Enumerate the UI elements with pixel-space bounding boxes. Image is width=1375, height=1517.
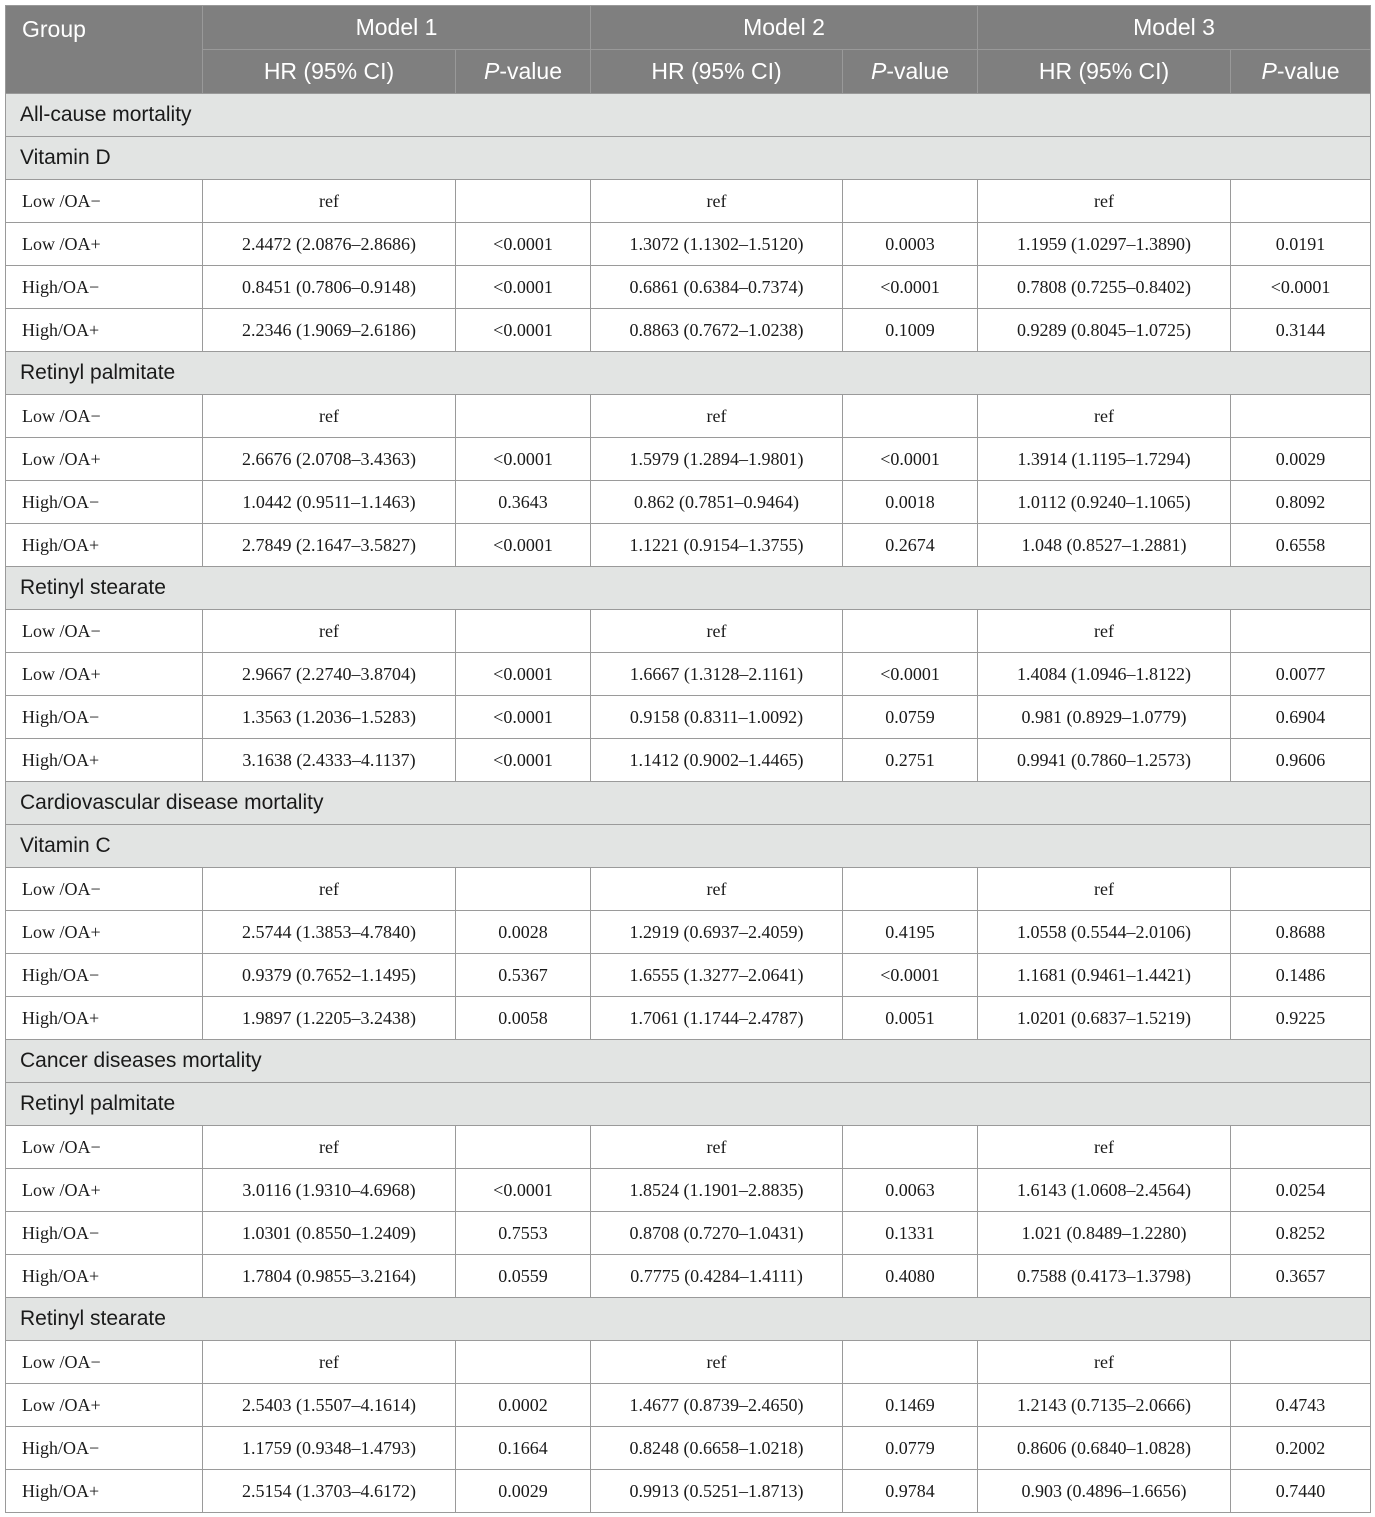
p-value-cell: <0.0001: [843, 954, 978, 997]
section-label: Retinyl stearate: [6, 1298, 1371, 1341]
table-row: [6, 524, 1371, 567]
group-cell: High/OA+: [6, 739, 203, 782]
p-value-header: P-value: [456, 50, 591, 94]
table-row: [6, 1169, 1371, 1212]
hr-cell: 1.3563 (1.2036–1.5283): [203, 696, 456, 739]
hr-cell: 1.3914 (1.1195–1.7294): [978, 438, 1231, 481]
hr-cell: 2.6676 (2.0708–3.4363): [203, 438, 456, 481]
p-value-cell: 0.0029: [456, 1470, 591, 1513]
hr-cell: 2.4472 (2.0876–2.8686): [203, 223, 456, 266]
section-row: [6, 825, 1371, 868]
p-value-cell: 0.1331: [843, 1212, 978, 1255]
table-row: [6, 180, 1371, 223]
model-1-header: Model 1: [203, 6, 591, 50]
hr-cell: ref: [591, 180, 843, 223]
p-value-cell: 0.9784: [843, 1470, 978, 1513]
group-cell: High/OA+: [6, 997, 203, 1040]
group-cell: High/OA−: [6, 954, 203, 997]
p-value-cell: 0.1009: [843, 309, 978, 352]
p-value-cell: 0.0028: [456, 911, 591, 954]
p-value-cell: [1231, 1126, 1371, 1169]
hr-cell: 0.9158 (0.8311–1.0092): [591, 696, 843, 739]
hr-cell: 0.9379 (0.7652–1.1495): [203, 954, 456, 997]
p-value-cell: <0.0001: [456, 653, 591, 696]
p-value-cell: [456, 610, 591, 653]
group-cell: High/OA−: [6, 696, 203, 739]
hr-cell: ref: [203, 1341, 456, 1384]
p-value-cell: <0.0001: [456, 223, 591, 266]
p-value-cell: [843, 868, 978, 911]
hr-cell: 0.862 (0.7851–0.9464): [591, 481, 843, 524]
table-row: [6, 1126, 1371, 1169]
hr-cell: 0.8606 (0.6840–1.0828): [978, 1427, 1231, 1470]
hr-cell: 2.5154 (1.3703–4.6172): [203, 1470, 456, 1513]
hr-cell: 1.1759 (0.9348–1.4793): [203, 1427, 456, 1470]
hr-cell: 0.9913 (0.5251–1.8713): [591, 1470, 843, 1513]
hr-cell: 1.1681 (0.9461–1.4421): [978, 954, 1231, 997]
hr-cell: 3.1638 (2.4333–4.1137): [203, 739, 456, 782]
section-row: [6, 567, 1371, 610]
hr-cell: 0.8451 (0.7806–0.9148): [203, 266, 456, 309]
p-value-cell: [456, 1126, 591, 1169]
hr-cell: 2.7849 (2.1647–3.5827): [203, 524, 456, 567]
p-value-cell: [843, 1126, 978, 1169]
table-row: [6, 481, 1371, 524]
table-row: [6, 868, 1371, 911]
hr-cell: ref: [591, 610, 843, 653]
p-value-cell: 0.1664: [456, 1427, 591, 1470]
section-label: Vitamin D: [6, 137, 1371, 180]
hazard-ratio-table: [5, 5, 1371, 1513]
hr-cell: 1.021 (0.8489–1.2280): [978, 1212, 1231, 1255]
table-row: [6, 1255, 1371, 1298]
p-value-cell: [843, 610, 978, 653]
hr-cell: 1.1412 (0.9002–1.4465): [591, 739, 843, 782]
group-cell: High/OA+: [6, 524, 203, 567]
table-row: [6, 309, 1371, 352]
hr-cell: ref: [978, 868, 1231, 911]
p-value-cell: 0.3144: [1231, 309, 1371, 352]
table-row: [6, 610, 1371, 653]
group-cell: Low /OA−: [6, 610, 203, 653]
group-cell: Low /OA+: [6, 223, 203, 266]
section-row: [6, 1298, 1371, 1341]
hr-cell: 2.2346 (1.9069–2.6186): [203, 309, 456, 352]
hr-cell: 0.7808 (0.7255–0.8402): [978, 266, 1231, 309]
hr-cell: ref: [203, 395, 456, 438]
hr-cell: 2.5403 (1.5507–4.1614): [203, 1384, 456, 1427]
group-cell: Low /OA+: [6, 1384, 203, 1427]
hr-cell: 1.048 (0.8527–1.2881): [978, 524, 1231, 567]
p-value-cell: <0.0001: [456, 524, 591, 567]
p-value-cell: <0.0001: [456, 1169, 591, 1212]
p-value-cell: [1231, 868, 1371, 911]
p-value-cell: 0.9225: [1231, 997, 1371, 1040]
section-row: [6, 94, 1371, 137]
hr-cell: ref: [591, 868, 843, 911]
hr-cell: 1.1959 (1.0297–1.3890): [978, 223, 1231, 266]
table-row: [6, 1341, 1371, 1384]
table-row: [6, 696, 1371, 739]
group-column-header: Group: [6, 6, 203, 94]
section-label: Retinyl palmitate: [6, 352, 1371, 395]
p-value-cell: [843, 180, 978, 223]
p-value-cell: 0.5367: [456, 954, 591, 997]
group-cell: High/OA+: [6, 1255, 203, 1298]
p-value-cell: 0.6904: [1231, 696, 1371, 739]
section-row: [6, 782, 1371, 825]
hr-cell: 1.2143 (0.7135–2.0666): [978, 1384, 1231, 1427]
p-value-header: P-value: [1231, 50, 1371, 94]
section-row: [6, 1083, 1371, 1126]
hr-cell: 0.6861 (0.6384–0.7374): [591, 266, 843, 309]
p-value-cell: [456, 395, 591, 438]
group-cell: High/OA−: [6, 266, 203, 309]
p-value-cell: [456, 1341, 591, 1384]
table-header: [6, 6, 1371, 94]
group-cell: Low /OA−: [6, 180, 203, 223]
p-value-cell: 0.0018: [843, 481, 978, 524]
hr-cell: 1.2919 (0.6937–2.4059): [591, 911, 843, 954]
p-value-cell: 0.8688: [1231, 911, 1371, 954]
p-value-cell: 0.0029: [1231, 438, 1371, 481]
p-value-cell: [1231, 180, 1371, 223]
hr-cell: ref: [978, 610, 1231, 653]
table-row: [6, 223, 1371, 266]
group-cell: High/OA−: [6, 481, 203, 524]
hr-header: HR (95% CI): [591, 50, 843, 94]
section-label: All-cause mortality: [6, 94, 1371, 137]
section-label: Retinyl palmitate: [6, 1083, 1371, 1126]
hr-cell: ref: [591, 1126, 843, 1169]
p-value-cell: [843, 395, 978, 438]
p-value-cell: 0.0779: [843, 1427, 978, 1470]
p-value-cell: 0.7440: [1231, 1470, 1371, 1513]
hr-cell: 1.4677 (0.8739–2.4650): [591, 1384, 843, 1427]
p-value-cell: 0.1486: [1231, 954, 1371, 997]
p-value-cell: 0.0254: [1231, 1169, 1371, 1212]
hr-cell: 0.9289 (0.8045–1.0725): [978, 309, 1231, 352]
p-value-cell: 0.0002: [456, 1384, 591, 1427]
table-row: [6, 1384, 1371, 1427]
p-value-cell: <0.0001: [843, 653, 978, 696]
group-cell: Low /OA+: [6, 1169, 203, 1212]
section-row: [6, 352, 1371, 395]
p-value-cell: <0.0001: [456, 438, 591, 481]
hr-cell: ref: [203, 868, 456, 911]
group-cell: Low /OA+: [6, 911, 203, 954]
p-value-cell: <0.0001: [456, 309, 591, 352]
group-cell: Low /OA−: [6, 1126, 203, 1169]
group-cell: Low /OA+: [6, 653, 203, 696]
table-row: [6, 1212, 1371, 1255]
p-value-cell: [1231, 610, 1371, 653]
hr-cell: ref: [591, 1341, 843, 1384]
p-value-cell: 0.4743: [1231, 1384, 1371, 1427]
hr-cell: 1.7804 (0.9855–3.2164): [203, 1255, 456, 1298]
table-row: [6, 739, 1371, 782]
hr-cell: 0.8248 (0.6658–1.0218): [591, 1427, 843, 1470]
p-value-cell: [456, 868, 591, 911]
p-value-cell: <0.0001: [456, 266, 591, 309]
group-cell: High/OA−: [6, 1427, 203, 1470]
hr-cell: ref: [203, 1126, 456, 1169]
p-value-cell: 0.8252: [1231, 1212, 1371, 1255]
p-value-cell: 0.0759: [843, 696, 978, 739]
section-row: [6, 137, 1371, 180]
hr-cell: 0.981 (0.8929–1.0779): [978, 696, 1231, 739]
hr-cell: ref: [978, 180, 1231, 223]
hr-cell: 1.0301 (0.8550–1.2409): [203, 1212, 456, 1255]
p-value-cell: 0.3643: [456, 481, 591, 524]
section-label: Cardiovascular disease mortality: [6, 782, 1371, 825]
p-value-cell: [456, 180, 591, 223]
hr-cell: 0.8708 (0.7270–1.0431): [591, 1212, 843, 1255]
p-value-header: P-value: [843, 50, 978, 94]
p-value-cell: 0.0559: [456, 1255, 591, 1298]
hr-cell: 1.8524 (1.1901–2.8835): [591, 1169, 843, 1212]
p-value-cell: [1231, 1341, 1371, 1384]
table-row: [6, 911, 1371, 954]
group-cell: Low /OA+: [6, 438, 203, 481]
hr-cell: ref: [978, 395, 1231, 438]
hr-cell: 1.6555 (1.3277–2.0641): [591, 954, 843, 997]
hr-cell: 1.5979 (1.2894–1.9801): [591, 438, 843, 481]
p-value-cell: 0.9606: [1231, 739, 1371, 782]
p-value-cell: 0.0191: [1231, 223, 1371, 266]
p-value-cell: 0.4080: [843, 1255, 978, 1298]
p-value-cell: [843, 1341, 978, 1384]
hr-cell: 1.3072 (1.1302–1.5120): [591, 223, 843, 266]
table-row: [6, 1470, 1371, 1513]
hr-cell: 1.6143 (1.0608–2.4564): [978, 1169, 1231, 1212]
group-cell: Low /OA−: [6, 395, 203, 438]
section-label: Cancer diseases mortality: [6, 1040, 1371, 1083]
p-value-cell: <0.0001: [456, 739, 591, 782]
p-value-cell: 0.0003: [843, 223, 978, 266]
hr-cell: 0.9941 (0.7860–1.2573): [978, 739, 1231, 782]
p-value-cell: <0.0001: [843, 266, 978, 309]
table-row: [6, 395, 1371, 438]
hr-cell: 1.4084 (1.0946–1.8122): [978, 653, 1231, 696]
p-value-cell: <0.0001: [456, 696, 591, 739]
hr-cell: ref: [203, 610, 456, 653]
table-body: [6, 94, 1371, 1513]
p-value-cell: <0.0001: [843, 438, 978, 481]
p-value-cell: 0.2002: [1231, 1427, 1371, 1470]
hr-cell: 1.0112 (0.9240–1.1065): [978, 481, 1231, 524]
hr-cell: 3.0116 (1.9310–4.6968): [203, 1169, 456, 1212]
hr-cell: 0.7775 (0.4284–1.4111): [591, 1255, 843, 1298]
p-value-cell: 0.0063: [843, 1169, 978, 1212]
hr-cell: 1.0201 (0.6837–1.5219): [978, 997, 1231, 1040]
section-row: [6, 1040, 1371, 1083]
p-value-cell: 0.6558: [1231, 524, 1371, 567]
p-value-cell: 0.0077: [1231, 653, 1371, 696]
hr-cell: 0.7588 (0.4173–1.3798): [978, 1255, 1231, 1298]
hr-cell: 1.0558 (0.5544–2.0106): [978, 911, 1231, 954]
table-row: [6, 997, 1371, 1040]
hr-cell: 0.903 (0.4896–1.6656): [978, 1470, 1231, 1513]
hr-cell: ref: [591, 395, 843, 438]
table-row: [6, 1427, 1371, 1470]
p-value-cell: 0.2674: [843, 524, 978, 567]
hr-cell: 2.9667 (2.2740–3.8704): [203, 653, 456, 696]
table-row: [6, 653, 1371, 696]
p-value-cell: [1231, 395, 1371, 438]
table-row: [6, 438, 1371, 481]
hr-cell: 1.7061 (1.1744–2.4787): [591, 997, 843, 1040]
hr-cell: ref: [203, 180, 456, 223]
p-value-cell: 0.8092: [1231, 481, 1371, 524]
p-value-cell: 0.0051: [843, 997, 978, 1040]
hr-cell: 1.1221 (0.9154–1.3755): [591, 524, 843, 567]
p-value-cell: 0.0058: [456, 997, 591, 1040]
hr-cell: ref: [978, 1341, 1231, 1384]
table-row: [6, 954, 1371, 997]
group-cell: Low /OA−: [6, 868, 203, 911]
hr-cell: 2.5744 (1.3853–4.7840): [203, 911, 456, 954]
hr-cell: 0.8863 (0.7672–1.0238): [591, 309, 843, 352]
hr-cell: ref: [978, 1126, 1231, 1169]
group-cell: High/OA+: [6, 1470, 203, 1513]
hr-header: HR (95% CI): [203, 50, 456, 94]
p-value-cell: 0.7553: [456, 1212, 591, 1255]
p-value-cell: 0.4195: [843, 911, 978, 954]
p-value-cell: 0.3657: [1231, 1255, 1371, 1298]
group-cell: High/OA+: [6, 309, 203, 352]
section-label: Vitamin C: [6, 825, 1371, 868]
p-value-cell: 0.2751: [843, 739, 978, 782]
section-label: Retinyl stearate: [6, 567, 1371, 610]
group-cell: High/OA−: [6, 1212, 203, 1255]
model-2-header: Model 2: [591, 6, 978, 50]
p-value-cell: 0.1469: [843, 1384, 978, 1427]
group-cell: Low /OA−: [6, 1341, 203, 1384]
hr-cell: 1.0442 (0.9511–1.1463): [203, 481, 456, 524]
p-value-cell: <0.0001: [1231, 266, 1371, 309]
hr-cell: 1.6667 (1.3128–2.1161): [591, 653, 843, 696]
hr-header: HR (95% CI): [978, 50, 1231, 94]
table-row: [6, 266, 1371, 309]
model-3-header: Model 3: [978, 6, 1371, 50]
hr-cell: 1.9897 (1.2205–3.2438): [203, 997, 456, 1040]
